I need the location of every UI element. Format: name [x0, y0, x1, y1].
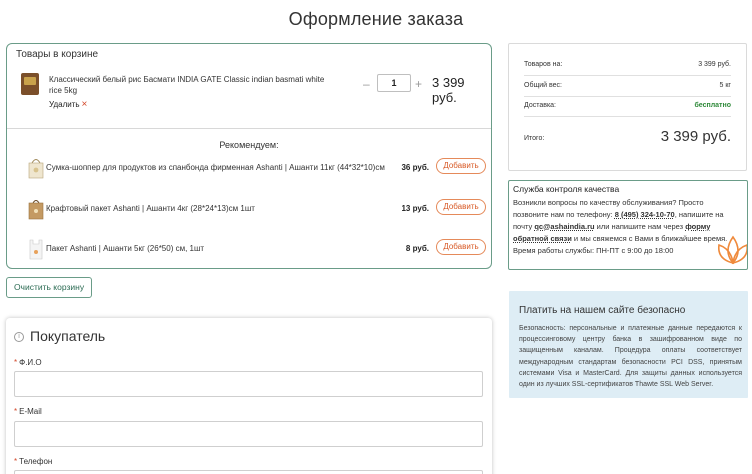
remove-label: Удалить — [49, 100, 80, 109]
quality-text-part: или напишите нам через — [594, 222, 686, 231]
fio-input[interactable] — [14, 371, 483, 397]
divider — [524, 116, 731, 117]
order-summary — [508, 43, 747, 171]
add-to-cart-button[interactable]: Добавить — [436, 199, 486, 215]
kraft-bag-icon[interactable] — [28, 198, 44, 220]
phone-label-text: Телефон — [19, 457, 53, 466]
summary-delivery-label: Доставка: — [524, 102, 557, 109]
summary-items-row — [524, 61, 731, 68]
recommendation-price: 36 руб. — [401, 163, 429, 172]
quality-text-part: Возникли вопросы по качеству обслуживания? Просто позвоните нам по телефону: — [513, 198, 704, 219]
buyer-title: Покупатель — [30, 328, 106, 344]
required-mark: * — [14, 407, 18, 416]
remove-item-button[interactable] — [49, 99, 87, 110]
close-icon: × — [81, 99, 88, 110]
quality-text-part: и мы свяжемся с Вами в ближайшее время. Время работы службы: ПН-ПТ с 9:00 до 18:00 — [513, 234, 728, 255]
quality-text-part: , напишите на почту — [513, 210, 724, 231]
summary-weight-label: Общий вес: — [524, 82, 562, 89]
recommendation-name[interactable]: Сумка-шоппер для продуктов из спанбонда фирменная Ashanti | Ашанти 11кг (44*32*10)см — [46, 163, 385, 172]
recommendation-price: 8 руб. — [405, 244, 429, 253]
recommendation-name[interactable]: Пакет Ashanti | Ашанти 5кг (26*50) см, 1шт — [46, 244, 205, 253]
recommendation-name[interactable]: Крафтовый пакет Ashanti | Ашанти 4кг (28*24*13)см 1шт — [46, 204, 255, 213]
phone-label — [14, 457, 52, 466]
summary-items-label: Товаров на: — [524, 61, 563, 68]
cart-panel — [6, 43, 492, 269]
secure-text: Безопасность: персональные и платежные данные передаются к процессинговому центру банка в зашифрованном виде по защищенным каналам. Процедура оплаты соответствует международным стандартам безопасности PCI DSS, принятым системами Visa и MasterCard. Для защиты данных используется один из лучших SSL-сертификатов Thawte SSL Web Server. — [519, 325, 742, 389]
quality-title: Служба контроля качества — [513, 184, 620, 194]
summary-delivery-value: бесплатно — [694, 102, 731, 109]
plastic-bag-icon[interactable] — [28, 238, 44, 260]
divider — [524, 96, 731, 97]
summary-weight-value: 5 кг — [719, 82, 731, 89]
add-to-cart-button[interactable]: Добавить — [436, 158, 486, 174]
info-icon: i — [14, 332, 24, 342]
item-price: 3 399 руб. — [432, 75, 465, 105]
phone-input[interactable] — [14, 470, 483, 474]
summary-total-label: Итого: — [524, 135, 545, 142]
summary-delivery-row — [524, 102, 731, 109]
shopping-bag-icon[interactable] — [28, 157, 44, 179]
cart-item — [21, 73, 487, 113]
recommendation-item — [21, 157, 487, 181]
recommendation-item — [21, 198, 487, 222]
recommendation-price: 13 руб. — [401, 204, 429, 213]
recommend-title: Рекомендуем: — [219, 140, 279, 150]
quality-phone-link[interactable]: 8 (495) 324-10-70 — [614, 210, 675, 219]
required-mark: * — [14, 457, 18, 466]
summary-total-value: 3 399 руб. — [660, 128, 731, 145]
email-label — [14, 407, 42, 416]
page-title: Оформление заказа — [288, 9, 464, 29]
feedback-form-link[interactable]: форму обратной связи — [513, 222, 711, 243]
fio-label — [14, 358, 42, 367]
qty-increase-button[interactable]: + — [415, 77, 423, 91]
lotus-icon — [713, 227, 748, 267]
secure-title: Платить на нашем сайте безопасно — [519, 305, 686, 316]
email-input[interactable] — [14, 421, 483, 447]
qty-decrease-button[interactable]: – — [363, 77, 370, 91]
recommendation-item — [21, 238, 487, 262]
cart-heading: Товары в корзине — [16, 49, 99, 60]
buyer-section — [6, 318, 492, 474]
email-label-text: E-Mail — [19, 407, 42, 416]
summary-weight-row — [524, 82, 731, 89]
quality-text — [513, 197, 739, 257]
add-to-cart-button[interactable]: Добавить — [436, 239, 486, 255]
quality-email-link[interactable]: qc@ashaindia.ru — [534, 222, 595, 231]
product-name[interactable]: Классический белый рис Басмати INDIA GATE Classic indian basmati white rice 5kg — [49, 75, 325, 95]
secure-payment-panel — [509, 291, 748, 398]
required-mark: * — [14, 358, 18, 367]
divider — [7, 128, 491, 129]
fio-label-text: Ф.И.О — [19, 358, 42, 367]
summary-items-value: 3 399 руб. — [698, 61, 731, 68]
quality-control-panel — [508, 180, 748, 270]
quantity-input[interactable]: 1 — [377, 74, 411, 92]
product-thumbnail[interactable] — [21, 73, 39, 95]
divider — [524, 75, 731, 76]
clear-cart-button[interactable]: Очистить корзину — [6, 277, 92, 298]
